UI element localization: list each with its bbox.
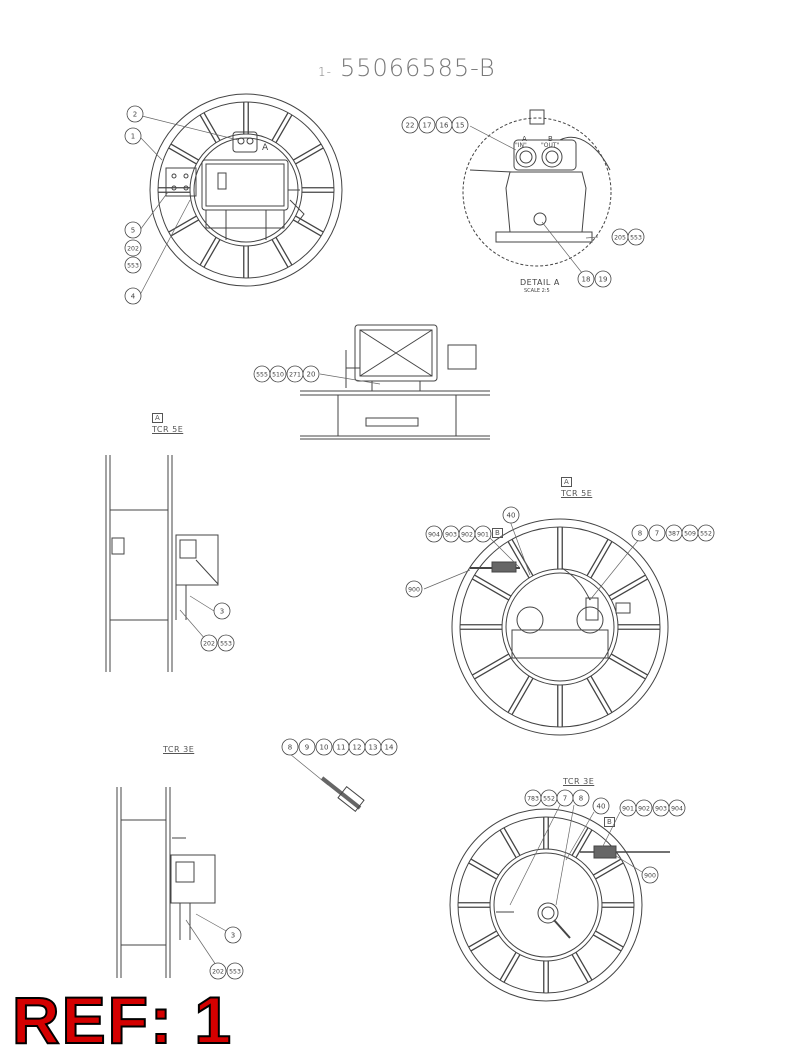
svg-text:15: 15: [456, 122, 465, 130]
balloon-detail-18: [578, 271, 594, 287]
balloon-detail-19: [595, 271, 611, 287]
balloon-right_mid-901: [475, 526, 491, 542]
svg-text:553: 553: [127, 263, 139, 270]
svg-text:202: 202: [127, 246, 139, 253]
balloon-fitting-12: [349, 739, 365, 755]
balloon-fitting-10: [316, 739, 332, 755]
svg-text:40: 40: [597, 803, 606, 811]
balloon-right_bot-903: [653, 800, 669, 816]
reel-spoke: [587, 678, 608, 714]
view-a-arrow-label: A: [262, 143, 269, 153]
balloon-fitting-13: [365, 739, 381, 755]
balloon-right_bot-8: [573, 790, 589, 806]
balloon-top_left-202: [125, 240, 141, 256]
balloon-detail-22: [402, 117, 418, 133]
callout-b-bottom: [604, 817, 618, 827]
svg-text:902: 902: [638, 806, 650, 813]
balloon-left_bot-202: [210, 963, 226, 979]
svg-text:8: 8: [288, 744, 292, 752]
balloon-right_mid-7: [649, 525, 665, 541]
balloon-fitting-11: [333, 739, 349, 755]
svg-text:14: 14: [385, 744, 394, 752]
reel-spoke: [512, 678, 533, 714]
svg-text:9: 9: [305, 744, 309, 752]
svg-text:903: 903: [655, 806, 667, 813]
reel-spoke: [609, 658, 645, 679]
svg-text:202: 202: [203, 641, 215, 648]
svg-text:1: 1: [131, 133, 135, 141]
reel-spoke: [472, 654, 508, 675]
balloon-top_left-553: [125, 257, 141, 273]
balloon-right_bot-7: [557, 790, 573, 806]
svg-text:19: 19: [599, 276, 608, 284]
svg-text:8: 8: [638, 530, 642, 538]
balloon-right_bot-902: [636, 800, 652, 816]
reel-spoke: [591, 542, 612, 578]
svg-text:555: 555: [256, 372, 268, 379]
balloon-side-510: [270, 366, 286, 382]
svg-text:3: 3: [220, 608, 224, 616]
svg-text:387: 387: [668, 531, 680, 538]
svg-text:901: 901: [622, 806, 634, 813]
balloon-detail-15: [452, 117, 468, 133]
balloon-side-271: [287, 366, 303, 382]
svg-text:3: 3: [231, 932, 235, 940]
svg-text:10: 10: [320, 744, 329, 752]
balloon-detail-553: [628, 229, 644, 245]
balloon-side-555: [254, 366, 270, 382]
view-marker-tcr5e-right: [561, 477, 575, 487]
balloon-left_mid-3: [214, 603, 230, 619]
balloon-right_mid-902: [459, 526, 475, 542]
svg-text:783: 783: [527, 796, 539, 803]
svg-text:271: 271: [289, 372, 301, 379]
balloon-detail-205: [612, 229, 628, 245]
svg-text:553: 553: [630, 235, 642, 242]
balloon-side-20: [303, 366, 319, 382]
reel-spoke: [609, 575, 645, 596]
balloon-right_bot-40: [593, 798, 609, 814]
callout-b-box: B: [492, 528, 503, 538]
svg-text:552: 552: [700, 531, 712, 538]
tcr3e-front-view: [450, 809, 670, 1001]
balloon-top_left-2: [127, 106, 143, 122]
reel-spoke: [611, 654, 647, 675]
svg-text:7: 7: [655, 530, 659, 538]
callout-b-box: B: [604, 817, 615, 827]
svg-text:20: 20: [307, 371, 316, 379]
svg-text:17: 17: [423, 122, 432, 130]
balloon-left_mid-202: [201, 635, 217, 651]
view-marker-tcr5e-left: [152, 413, 166, 423]
balloon-right_bot-783: [525, 790, 541, 806]
port-b-sub: "OUT": [541, 142, 560, 149]
view-marker-box: A: [152, 413, 163, 423]
balloon-right_bot-901: [620, 800, 636, 816]
svg-text:903: 903: [445, 532, 457, 539]
balloon-right_mid-8: [632, 525, 648, 541]
balloon-detail-16: [436, 117, 452, 133]
balloon-right_mid-509: [682, 525, 698, 541]
ref-label: REF: 1: [12, 982, 233, 1058]
balloon-right_bot-904: [669, 800, 685, 816]
svg-text:900: 900: [644, 873, 656, 880]
tcr5e-side-view: [106, 455, 218, 672]
svg-text:901: 901: [477, 532, 489, 539]
reel-spoke: [475, 575, 511, 596]
reel-spoke: [508, 676, 529, 712]
port-b-label: B: [548, 135, 553, 143]
balloon-left_bot-3: [225, 927, 241, 943]
svg-text:18: 18: [582, 276, 591, 284]
svg-text:205: 205: [614, 235, 626, 242]
view-label-tcr3e-right: TCR 3E: [563, 777, 594, 786]
view-label-tcr3e-left: TCR 3E: [163, 745, 194, 754]
balloon-left_bot-553: [227, 963, 243, 979]
callout-b-mid: [492, 528, 506, 538]
balloon-right_bot-552: [541, 790, 557, 806]
balloon-fitting-9: [299, 739, 315, 755]
fitting-assembly: [322, 778, 364, 811]
balloon-right_mid-900: [406, 581, 422, 597]
svg-text:904: 904: [428, 532, 440, 539]
svg-text:553: 553: [229, 969, 241, 976]
balloon-right_mid-904: [426, 526, 442, 542]
port-a-sub: "IN": [515, 142, 527, 149]
svg-text:40: 40: [507, 512, 516, 520]
svg-text:553: 553: [220, 641, 232, 648]
balloon-fitting-14: [381, 739, 397, 755]
reel-spoke: [591, 676, 612, 712]
balloon-fitting-8: [282, 739, 298, 755]
callout-balloons: [125, 106, 714, 979]
detail-scale: SCALE 2:5: [524, 288, 550, 294]
svg-text:8: 8: [579, 795, 583, 803]
svg-text:13: 13: [369, 744, 378, 752]
balloon-right_mid-40: [503, 507, 519, 523]
balloon-right_mid-387: [666, 525, 682, 541]
balloon-right_mid-903: [443, 526, 459, 542]
view-marker-box: A: [561, 477, 572, 487]
svg-text:202: 202: [212, 969, 224, 976]
svg-text:902: 902: [461, 532, 473, 539]
balloon-right_bot-900: [642, 867, 658, 883]
tcr3e-side-view: [117, 787, 215, 978]
drawing-prefix: 1-: [318, 65, 332, 79]
balloon-left_mid-553: [218, 635, 234, 651]
balloon-detail-17: [419, 117, 435, 133]
svg-text:510: 510: [272, 372, 284, 379]
svg-text:11: 11: [337, 744, 346, 752]
svg-text:900: 900: [408, 587, 420, 594]
reel-spoke: [587, 539, 608, 575]
svg-text:904: 904: [671, 806, 683, 813]
reel-spoke: [611, 579, 647, 600]
svg-text:16: 16: [440, 122, 449, 130]
svg-text:509: 509: [684, 531, 696, 538]
balloon-top_left-1: [125, 128, 141, 144]
balloon-right_mid-552: [698, 525, 714, 541]
balloon-top_left-5: [125, 222, 141, 238]
svg-text:5: 5: [131, 227, 135, 235]
reel-side-view: [300, 325, 490, 439]
detail-a-view: [463, 110, 611, 266]
detail-label: DETAIL A: [520, 278, 560, 287]
svg-text:22: 22: [406, 122, 415, 130]
reel-spoke: [475, 658, 511, 679]
balloon-top_left-4: [125, 288, 141, 304]
svg-text:7: 7: [563, 795, 567, 803]
reel-front-view: [150, 94, 342, 286]
view-label-tcr5e-left: TCR 5E: [152, 425, 183, 434]
svg-text:12: 12: [353, 744, 362, 752]
svg-text:4: 4: [131, 293, 136, 301]
svg-text:2: 2: [133, 111, 137, 119]
tcr5e-front-view: [452, 519, 668, 735]
drawing-number-text: 55066585-B: [340, 54, 496, 82]
reel-spoke: [472, 579, 508, 600]
view-label-tcr5e-right: TCR 5E: [561, 489, 592, 498]
svg-text:552: 552: [543, 796, 555, 803]
port-a-label: A: [522, 135, 527, 143]
